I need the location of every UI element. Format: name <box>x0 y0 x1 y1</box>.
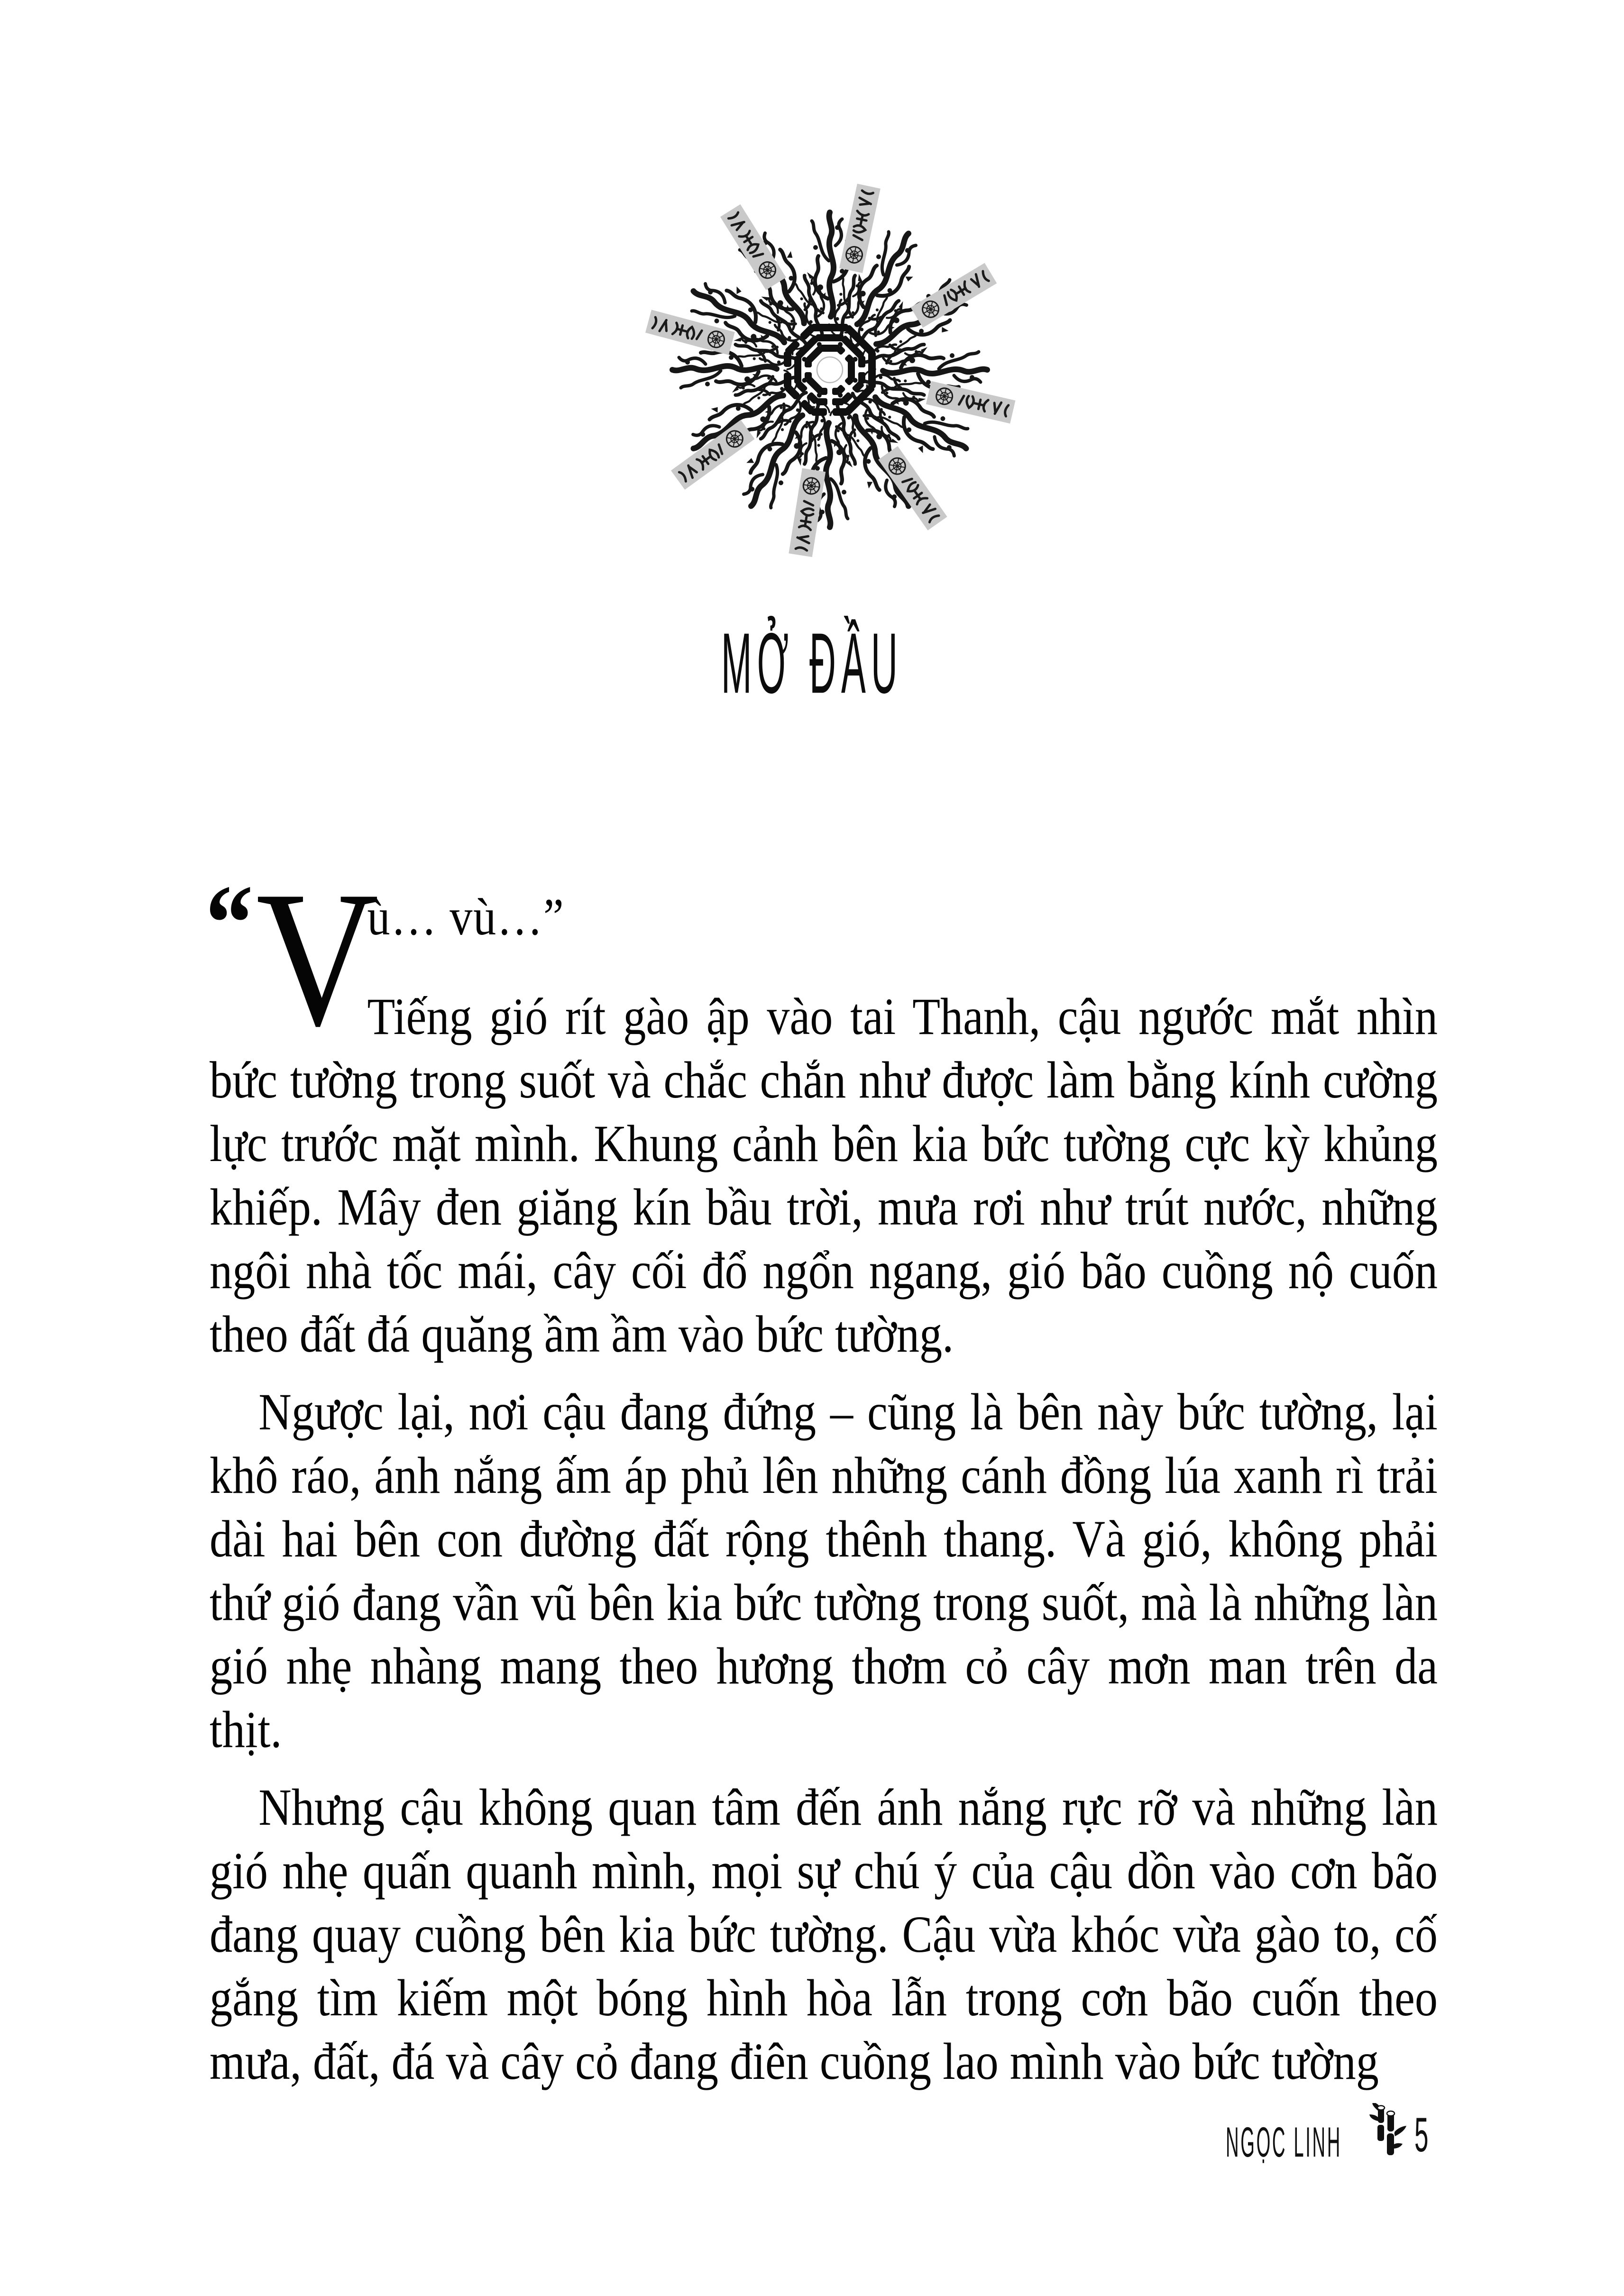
dropcap-letter: V <box>256 851 379 1066</box>
bagua-talisman-mandala-icon <box>635 175 1024 564</box>
dropcap-group <box>205 851 379 1066</box>
paragraph-text: Ngược lại, nơi cậu đang đứng – cũng là bên này bức tường, lại khô ráo, ánh nắng ấm áp phủ lên những cánh đồng lúa xanh rì trải dài hai bên con đường đất rộng thênh thang. Và gió, không phải thứ gió đang vần vũ bên kia bức tường trong suốt, mà là những làn gió nhẹ nhàng mang theo hương thơm cỏ cây mơn man trên da thịt. <box>210 1383 1438 1758</box>
bamboo-icon <box>1369 2103 1408 2160</box>
body-text <box>205 851 1438 2107</box>
opening-quote-mark: “ <box>205 862 248 983</box>
chapter-title: MỞ ĐẦU <box>721 615 903 712</box>
author-name: NGỌC LINH <box>1226 2119 1342 2166</box>
page-number: 5 <box>1414 2108 1429 2162</box>
paragraph-first <box>205 851 1438 1366</box>
paragraph-text: Nhưng cậu không quan tâm đến ánh nắng rực rỡ và những làn gió nhẹ quấn quanh mình, mọi sự chú ý của cậu dồn vào cơn bão đang quay cuồng bên kia bức tường. Cậu vừa khóc vừa gào to, cố gắng tìm kiếm một bóng hình hòa lẫn trong cơn bão cuốn theo mưa, đất, đá và cây cỏ đang điên cuồng lao mình vào bức tường <box>210 1778 1438 2090</box>
opening-sound-line: ù… vù…” <box>367 888 565 946</box>
paragraph-text: Tiếng gió rít gào ập vào tai Thanh, cậu ngước mắt nhìn bức tường trong suốt và chắc chắn như được làm bằng kính cường lực trước mặt mình. Khung cảnh bên kia bức tường cực kỳ khủng khiếp. Mây đen giăng kín bầu trời, mưa rơi như trút nước, những ngôi nhà tốc mái, cây cối đổ ngổn ngang, gió bão cuồng nộ cuốn theo đất đá quăng ầm ầm vào bức tường. <box>210 988 1438 1363</box>
